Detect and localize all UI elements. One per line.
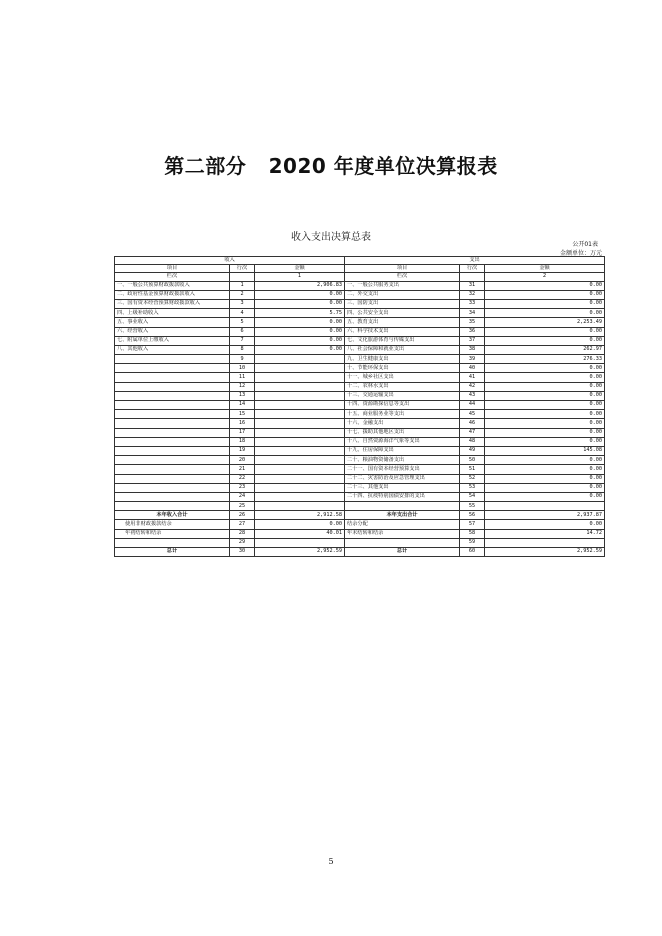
income-line-header: 行次 <box>230 265 255 273</box>
expense-amount-cell: 0.00 <box>485 492 605 501</box>
expense-amount-cell: 0.00 <box>485 299 605 308</box>
expense-item-cell: 五、教育支出 <box>345 318 460 327</box>
table-row <box>115 446 605 455</box>
expense-amount-cell: 2,253.49 <box>485 318 605 327</box>
income-item-cell <box>115 492 230 501</box>
income-amount-cell <box>255 474 345 483</box>
income-item-cell: 五、事业收入 <box>115 318 230 327</box>
expense-amount-cell <box>485 538 605 547</box>
income-item-cell <box>115 364 230 373</box>
table-row <box>115 382 605 391</box>
table-row <box>115 355 605 364</box>
income-line-cell: 10 <box>230 364 255 373</box>
expense-line-cell: 43 <box>460 391 485 400</box>
income-expense-table <box>114 256 605 557</box>
table-row <box>115 299 605 308</box>
column-header-row <box>115 265 605 273</box>
income-amount-cell <box>255 502 345 511</box>
expense-amount-cell: 0.00 <box>485 474 605 483</box>
income-line-cell: 29 <box>230 538 255 547</box>
income-amount-cell: 5.75 <box>255 309 345 318</box>
expense-item-cell: 十八、自然资源海洋气象等支出 <box>345 437 460 446</box>
expense-item-cell: 十三、交通运输支出 <box>345 391 460 400</box>
income-amount-header: 金额 <box>255 265 345 273</box>
income-amount-cell <box>255 492 345 501</box>
income-line-cell: 15 <box>230 410 255 419</box>
income-item-cell: 八、其他收入 <box>115 345 230 354</box>
expense-amount-cell: 0.00 <box>485 373 605 382</box>
table-row <box>115 391 605 400</box>
expense-line-cell: 39 <box>460 355 485 364</box>
income-amount-cell <box>255 465 345 474</box>
income-line-cell: 12 <box>230 382 255 391</box>
expense-item-cell: 十九、住房保障支出 <box>345 446 460 455</box>
expense-amount-cell: 2,937.87 <box>485 511 605 520</box>
expense-line-cell: 41 <box>460 373 485 382</box>
table-row <box>115 428 605 437</box>
expense-item-cell: 二十四、抗疫特别国债安排的支出 <box>345 492 460 501</box>
expense-amount-cell: 0.00 <box>485 410 605 419</box>
income-amount-cell <box>255 419 345 428</box>
income-amount-cell <box>255 373 345 382</box>
income-amount-cell <box>255 355 345 364</box>
income-amount-cell: 2,952.59 <box>255 548 345 557</box>
expense-amount-cell: 276.33 <box>485 355 605 364</box>
income-item-cell <box>115 355 230 364</box>
expense-item-cell: 十六、金融支出 <box>345 419 460 428</box>
income-line-cell: 7 <box>230 336 255 345</box>
expense-col-label: 栏次 <box>345 273 460 281</box>
income-amount-cell: 0.00 <box>255 520 345 529</box>
expense-item-cell: 四、公共安全支出 <box>345 309 460 318</box>
income-item-cell: 本年收入合计 <box>115 511 230 520</box>
expense-amount-header: 金额 <box>485 265 605 273</box>
table-row <box>115 281 605 290</box>
income-amount-cell <box>255 437 345 446</box>
income-line-cell: 4 <box>230 309 255 318</box>
income-section-header: 收入 <box>115 257 345 265</box>
table-row <box>115 373 605 382</box>
income-amount-cell: 40.01 <box>255 529 345 538</box>
income-item-cell <box>115 483 230 492</box>
expense-line-cell: 52 <box>460 474 485 483</box>
table-row <box>115 309 605 318</box>
expense-item-cell: 十七、援助其他地区支出 <box>345 428 460 437</box>
table-body <box>115 281 605 557</box>
expense-item-cell: 二十一、国有资本经营预算支出 <box>345 465 460 474</box>
income-item-cell <box>115 401 230 410</box>
income-item-cell <box>115 502 230 511</box>
income-line-cell: 13 <box>230 391 255 400</box>
income-item-cell: 三、国有资本经营预算财政拨款收入 <box>115 299 230 308</box>
expense-line-header: 行次 <box>460 265 485 273</box>
expense-item-cell: 本年支出合计 <box>345 511 460 520</box>
income-amount-cell <box>255 364 345 373</box>
expense-item-cell: 总计 <box>345 548 460 557</box>
income-col-label: 栏次 <box>115 273 230 281</box>
income-amount-cell: 2,906.83 <box>255 281 345 290</box>
table-row <box>115 465 605 474</box>
income-item-cell: 年初结转和结余 <box>115 529 230 538</box>
expense-amount-cell: 0.00 <box>485 309 605 318</box>
expense-amount-cell: 0.00 <box>485 382 605 391</box>
income-amount-cell: 0.00 <box>255 290 345 299</box>
income-item-cell: 四、上级补助收入 <box>115 309 230 318</box>
expense-line-cell: 32 <box>460 290 485 299</box>
expense-line-cell: 56 <box>460 511 485 520</box>
income-line-cell: 11 <box>230 373 255 382</box>
unit-label: 金额单位：万元 <box>559 250 602 257</box>
expense-line-cell: 57 <box>460 520 485 529</box>
income-line-cell: 24 <box>230 492 255 501</box>
table-row <box>115 327 605 336</box>
expense-amount-cell: 0.00 <box>485 520 605 529</box>
expense-line-cell: 35 <box>460 318 485 327</box>
income-line-cell: 27 <box>230 520 255 529</box>
expense-amount-cell: 0.00 <box>485 483 605 492</box>
expense-line-cell: 37 <box>460 336 485 345</box>
expense-item-cell: 二、外交支出 <box>345 290 460 299</box>
table-row <box>115 483 605 492</box>
table-row <box>115 345 605 354</box>
expense-amount-cell: 0.00 <box>485 281 605 290</box>
expense-line-cell: 51 <box>460 465 485 474</box>
expense-amount-cell: 0.00 <box>485 336 605 345</box>
income-item-cell <box>115 437 230 446</box>
expense-line-cell: 44 <box>460 401 485 410</box>
expense-line-cell: 58 <box>460 529 485 538</box>
income-amount-cell: 0.00 <box>255 345 345 354</box>
income-line-cell: 2 <box>230 290 255 299</box>
income-line-cell: 8 <box>230 345 255 354</box>
expense-item-cell: 二十三、其他支出 <box>345 483 460 492</box>
expense-amount-cell: 0.00 <box>485 290 605 299</box>
section-header-row <box>115 257 605 265</box>
income-item-cell: 六、经营收入 <box>115 327 230 336</box>
table-row <box>115 364 605 373</box>
form-code: 公开01表 <box>572 241 598 248</box>
expense-item-cell: 十二、农林水支出 <box>345 382 460 391</box>
income-col-index: 1 <box>255 273 345 281</box>
table-title: 收入支出决算总表 <box>291 232 371 243</box>
income-line-cell: 20 <box>230 456 255 465</box>
expense-amount-cell: 0.00 <box>485 428 605 437</box>
table-row <box>115 502 605 511</box>
table-row <box>115 290 605 299</box>
income-line-cell: 9 <box>230 355 255 364</box>
expense-line-cell: 49 <box>460 446 485 455</box>
table-row <box>115 511 605 520</box>
income-item-cell: 使用非财政拨款结余 <box>115 520 230 529</box>
income-amount-cell <box>255 428 345 437</box>
income-line-cell: 30 <box>230 548 255 557</box>
income-item-cell: 二、政府性基金预算财政拨款收入 <box>115 290 230 299</box>
income-amount-cell: 2,912.58 <box>255 511 345 520</box>
expense-line-cell: 60 <box>460 548 485 557</box>
expense-line-cell: 53 <box>460 483 485 492</box>
expense-item-cell: 九、卫生健康支出 <box>345 355 460 364</box>
expense-item-cell: 十一、城乡社区支出 <box>345 373 460 382</box>
income-amount-cell: 0.00 <box>255 327 345 336</box>
income-line-cell: 6 <box>230 327 255 336</box>
income-line-cell: 28 <box>230 529 255 538</box>
income-item-cell <box>115 456 230 465</box>
expense-amount-cell: 0.00 <box>485 465 605 474</box>
expense-amount-cell: 0.00 <box>485 456 605 465</box>
table-row <box>115 456 605 465</box>
income-amount-cell <box>255 401 345 410</box>
expense-amount-cell: 0.00 <box>485 327 605 336</box>
expense-line-cell: 45 <box>460 410 485 419</box>
expense-line-blank <box>460 273 485 281</box>
expense-section-header: 支出 <box>345 257 605 265</box>
table-row <box>115 336 605 345</box>
income-item-cell <box>115 428 230 437</box>
income-line-cell: 1 <box>230 281 255 290</box>
income-line-cell: 14 <box>230 401 255 410</box>
expense-amount-cell <box>485 502 605 511</box>
income-item-cell <box>115 538 230 547</box>
expense-amount-cell: 14.72 <box>485 529 605 538</box>
expense-item-cell: 八、社会保障和就业支出 <box>345 345 460 354</box>
table-row <box>115 318 605 327</box>
expense-amount-cell: 262.97 <box>485 345 605 354</box>
expense-line-cell: 33 <box>460 299 485 308</box>
income-line-cell: 23 <box>230 483 255 492</box>
income-line-cell: 17 <box>230 428 255 437</box>
expense-amount-cell: 0.00 <box>485 437 605 446</box>
income-amount-cell <box>255 483 345 492</box>
income-line-cell: 25 <box>230 502 255 511</box>
income-item-cell: 总计 <box>115 548 230 557</box>
expense-line-cell: 42 <box>460 382 485 391</box>
income-item-cell <box>115 474 230 483</box>
table-row <box>115 437 605 446</box>
income-amount-cell: 0.00 <box>255 299 345 308</box>
income-amount-cell <box>255 382 345 391</box>
income-item-cell <box>115 382 230 391</box>
expense-item-cell <box>345 538 460 547</box>
expense-line-cell: 59 <box>460 538 485 547</box>
expense-item-cell <box>345 502 460 511</box>
income-amount-cell <box>255 391 345 400</box>
income-line-cell: 3 <box>230 299 255 308</box>
expense-amount-cell: 145.08 <box>485 446 605 455</box>
income-item-cell <box>115 373 230 382</box>
income-line-cell: 22 <box>230 474 255 483</box>
table-row <box>115 474 605 483</box>
income-amount-cell <box>255 410 345 419</box>
table-row <box>115 548 605 557</box>
expense-line-cell: 50 <box>460 456 485 465</box>
income-line-cell: 26 <box>230 511 255 520</box>
expense-amount-cell: 0.00 <box>485 391 605 400</box>
expense-item-cell: 三、国防支出 <box>345 299 460 308</box>
income-item-cell <box>115 465 230 474</box>
income-item-cell <box>115 410 230 419</box>
page-title: 第二部分 2020 年度单位决算报表 <box>164 154 498 178</box>
income-item-cell <box>115 391 230 400</box>
income-item-header: 项目 <box>115 265 230 273</box>
income-amount-cell: 0.00 <box>255 318 345 327</box>
income-line-cell: 5 <box>230 318 255 327</box>
expense-item-cell: 结余分配 <box>345 520 460 529</box>
expense-line-cell: 36 <box>460 327 485 336</box>
expense-item-cell: 年末结转和结余 <box>345 529 460 538</box>
table-row <box>115 492 605 501</box>
expense-col-index: 2 <box>485 273 605 281</box>
income-item-cell: 一、一般公共预算财政拨款收入 <box>115 281 230 290</box>
expense-amount-cell: 0.00 <box>485 401 605 410</box>
column-index-row <box>115 273 605 281</box>
expense-line-cell: 54 <box>460 492 485 501</box>
expense-line-cell: 55 <box>460 502 485 511</box>
income-amount-cell <box>255 446 345 455</box>
table-row <box>115 410 605 419</box>
expense-line-cell: 47 <box>460 428 485 437</box>
expense-line-cell: 31 <box>460 281 485 290</box>
expense-amount-cell: 2,952.59 <box>485 548 605 557</box>
table-row <box>115 401 605 410</box>
expense-item-cell: 七、文化旅游体育与传媒支出 <box>345 336 460 345</box>
income-item-cell <box>115 446 230 455</box>
income-amount-cell <box>255 538 345 547</box>
income-line-blank <box>230 273 255 281</box>
expense-line-cell: 34 <box>460 309 485 318</box>
expense-item-header: 项目 <box>345 265 460 273</box>
income-line-cell: 21 <box>230 465 255 474</box>
table-row <box>115 538 605 547</box>
expense-item-cell: 二十、粮油物资储备支出 <box>345 456 460 465</box>
expense-item-cell: 十五、商业服务业等支出 <box>345 410 460 419</box>
expense-line-cell: 40 <box>460 364 485 373</box>
expense-item-cell: 六、科学技术支出 <box>345 327 460 336</box>
expense-item-cell: 二十二、灾害防治及应急管理支出 <box>345 474 460 483</box>
income-item-cell <box>115 419 230 428</box>
expense-amount-cell: 0.00 <box>485 364 605 373</box>
expense-item-cell: 一、一般公共服务支出 <box>345 281 460 290</box>
table-row <box>115 529 605 538</box>
expense-item-cell: 十四、资源勘探信息等支出 <box>345 401 460 410</box>
page-number: 5 <box>328 857 334 866</box>
expense-item-cell: 十、节能环保支出 <box>345 364 460 373</box>
income-line-cell: 19 <box>230 446 255 455</box>
table-row <box>115 419 605 428</box>
expense-amount-cell: 0.00 <box>485 419 605 428</box>
expense-line-cell: 46 <box>460 419 485 428</box>
income-line-cell: 16 <box>230 419 255 428</box>
table-row <box>115 520 605 529</box>
expense-line-cell: 48 <box>460 437 485 446</box>
expense-line-cell: 38 <box>460 345 485 354</box>
income-amount-cell <box>255 456 345 465</box>
income-line-cell: 18 <box>230 437 255 446</box>
income-amount-cell: 0.00 <box>255 336 345 345</box>
income-item-cell: 七、附属单位上缴收入 <box>115 336 230 345</box>
